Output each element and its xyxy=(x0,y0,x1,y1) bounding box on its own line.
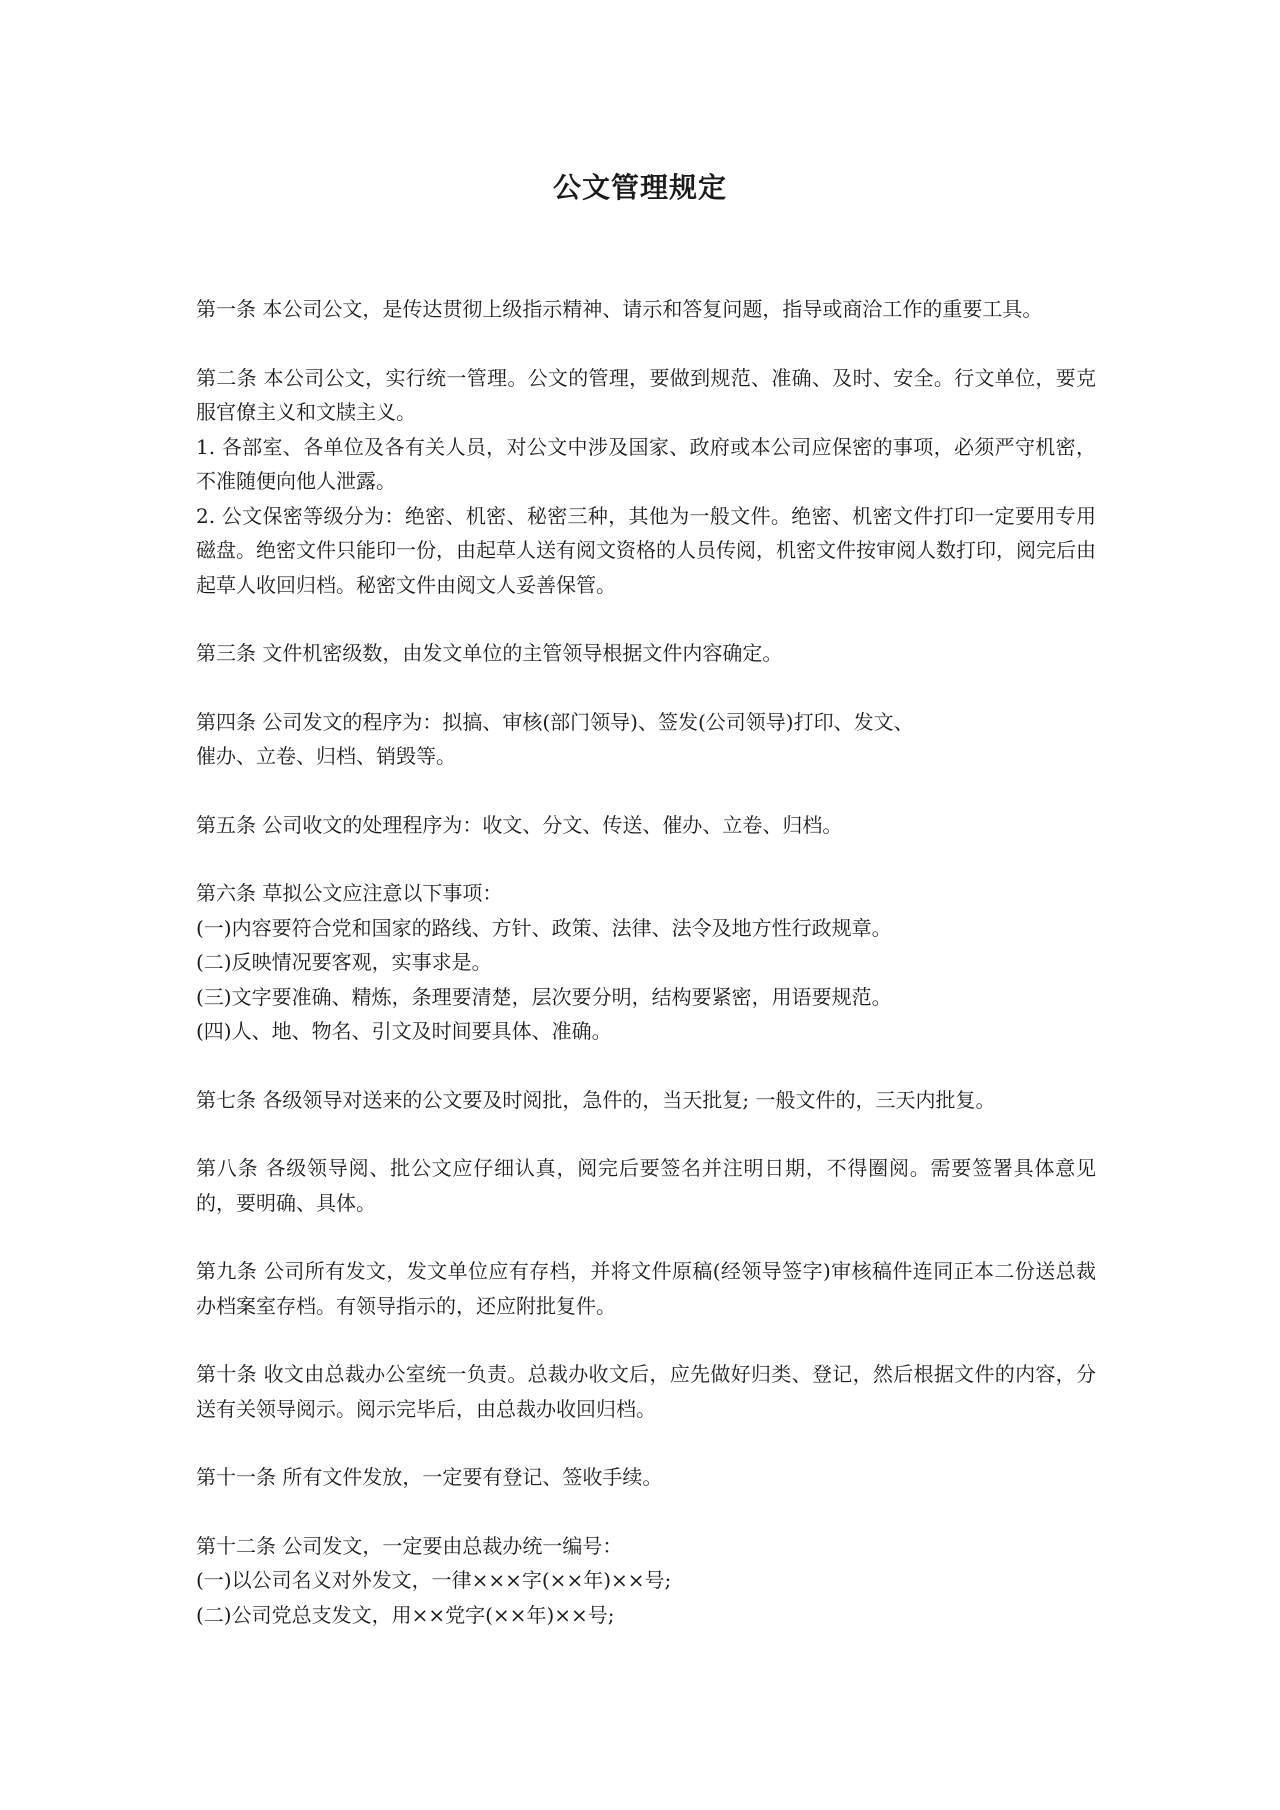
paragraph-line: 第一条 本公司公文，是传达贯彻上级指示精神、请示和答复问题，指导或商洽工作的重要工具。 xyxy=(196,297,1043,321)
article-3 xyxy=(196,636,1096,671)
paragraph-line: 第六条 草拟公文应注意以下事项： xyxy=(196,881,503,905)
paragraph-line: (二)公司党总支发文，用××党字(××年)××号; xyxy=(196,1602,615,1627)
paragraph-line: 2. 公文保密等级分为：绝密、机密、秘密三种，其他为一般文件。绝密、机密文件打印一定要用专用磁盘。绝密文件只能印一份，由起草人送有阅文资格的人员传阅，机密文件按审阅人数打印，阅完后由起草人收回归档。秘密文件由阅文人妥善保管。 xyxy=(196,503,1096,597)
article-5 xyxy=(196,808,1096,843)
article-11 xyxy=(196,1460,1096,1495)
paragraph-line: (二)反映情况要客观，实事求是。 xyxy=(196,950,492,974)
article-10 xyxy=(196,1357,1096,1426)
article-1 xyxy=(196,292,1096,327)
paragraph-line: 第七条 各级领导对送来的公文要及时阅批，急件的，当天批复; 一般文件的，三天内批复。 xyxy=(196,1087,996,1112)
paragraph-line: (四)人、地、物名、引文及时间要具体、准确。 xyxy=(196,1019,612,1043)
paragraph-line: 第十二条 公司发文，一定要由总裁办统一编号： xyxy=(196,1533,623,1558)
paragraph-line: 第九条 公司所有发文，发文单位应有存档，并将文件原稿(经领导签字)审核稿件连同正本二份送总裁办档案室存档。有领导指示的，还应附批复件。 xyxy=(196,1259,1096,1318)
article-4 xyxy=(196,705,1096,774)
paragraph-line: 第二条 本公司公文，实行统一管理。公文的管理，要做到规范、准确、及时、安全。行文单位，要克服官僚主义和文牍主义。 xyxy=(196,365,1096,424)
article-6 xyxy=(196,876,1096,1049)
article-7 xyxy=(196,1083,1096,1118)
paragraph-line: 第八条 各级领导阅、批公文应仔细认真，阅完后要签名并注明日期，不得圈阅。需要签署具体意见的，要明确、具体。 xyxy=(196,1156,1096,1215)
document-body xyxy=(196,292,1096,1666)
paragraph-line: 第十一条 所有文件发放，一定要有登记、签收手续。 xyxy=(196,1465,663,1489)
paragraph-line: 催办、立卷、归档、销毁等。 xyxy=(196,744,456,768)
article-2 xyxy=(196,361,1096,603)
paragraph-line: 第三条 文件机密级数，由发文单位的主管领导根据文件内容确定。 xyxy=(196,641,783,665)
paragraph-line: (一)以公司名义对外发文，一律×××字(××年)××号; xyxy=(196,1568,672,1592)
paragraph-line: (三)文字要准确、精炼，条理要清楚，层次要分明，结构要紧密，用语要规范。 xyxy=(196,984,892,1009)
article-12 xyxy=(196,1529,1096,1633)
paragraph-line: (一)内容要符合党和国家的路线、方针、政策、法律、法令及地方性行政规章。 xyxy=(196,915,892,940)
article-9 xyxy=(196,1254,1096,1323)
paragraph-line: 第四条 公司发文的程序为：拟搞、审核(部门领导)、签发(公司领导)打印、发文、 xyxy=(196,709,914,734)
paragraph-line: 1. 各部室、各单位及各有关人员，对公文中涉及国家、政府或本公司应保密的事项，必须严守机密，不准随便向他人泄露。 xyxy=(196,434,1096,493)
document-title: 公文管理规定 xyxy=(552,171,727,204)
article-8 xyxy=(196,1151,1096,1220)
paragraph-line: 第五条 公司收文的处理程序为：收文、分文、传送、催办、立卷、归档。 xyxy=(196,812,843,837)
paragraph-line: 第十条 收文由总裁办公室统一负责。总裁办收文后，应先做好归类、登记，然后根据文件的内容，分送有关领导阅示。阅示完毕后，由总裁办收回归档。 xyxy=(196,1362,1096,1421)
